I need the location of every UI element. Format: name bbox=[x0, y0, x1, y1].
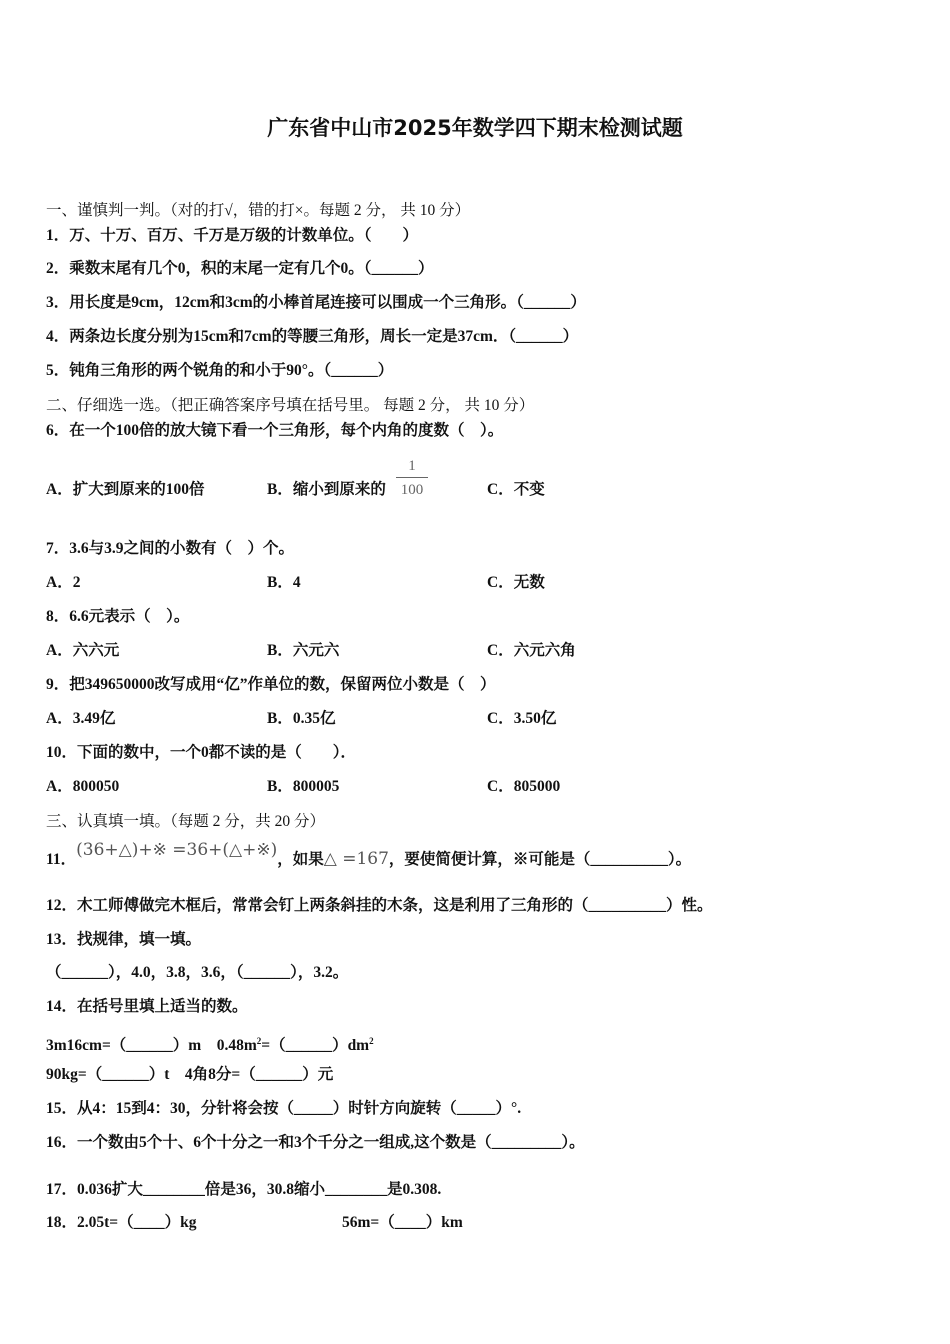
fraction-one-hundredth bbox=[394, 456, 430, 500]
section-1-heading: 一、谨慎判一判。（对的打√，错的打×。每题 2 分， 共 10 分） bbox=[46, 202, 471, 219]
question-18-part-b: 56m=（____）km bbox=[342, 1214, 463, 1231]
fraction-bar bbox=[396, 477, 428, 478]
question-9-option-b: B．0.35亿 bbox=[267, 710, 336, 727]
question-8-option-c: C．六元六角 bbox=[487, 642, 576, 659]
fraction-denominator: 100 bbox=[400, 482, 424, 498]
question-11-mid: ，如果 bbox=[277, 851, 324, 868]
question-7-option-a: A．2 bbox=[46, 574, 81, 591]
page-title: 广东省中山市2025年数学四下期末检测试题 bbox=[267, 116, 683, 140]
question-11-end: ，要使简便计算，※可能是（__________）。 bbox=[388, 851, 692, 868]
question-9-option-c: C．3.50亿 bbox=[487, 710, 557, 727]
question-8: 8．6.6元表示（ ）。 bbox=[46, 608, 190, 625]
question-10-option-b: B．800005 bbox=[267, 778, 340, 795]
question-10-option-a: A．800050 bbox=[46, 778, 120, 795]
question-9-option-a: A．3.49亿 bbox=[46, 710, 116, 727]
question-11-condition: △ =167 bbox=[323, 849, 389, 869]
question-2: 2．乘数末尾有几个0，积的末尾一定有几个0。（______） bbox=[46, 260, 434, 277]
section-3-heading: 三、认真填一填。（每题 2 分，共 20 分） bbox=[46, 813, 326, 830]
question-3: 3．用长度是9cm，12cm和3cm的小棒首尾连接可以围成一个三角形。（______） bbox=[46, 294, 586, 311]
question-7: 7．3.6与3.9之间的小数有（ ）个。 bbox=[46, 540, 295, 557]
question-12: 12．木工师傅做完木框后，常常会钉上两条斜挂的木条，这是利用了三角形的（__________）性。 bbox=[46, 897, 713, 914]
square-superscript: 2 bbox=[256, 1036, 262, 1046]
fraction-numerator: 1 bbox=[408, 458, 416, 474]
question-10: 10．下面的数中，一个0都不读的是（ ）． bbox=[46, 744, 357, 761]
question-13-sequence: （______），4.0，3.8，3.6，（______），3.2。 bbox=[46, 964, 349, 981]
question-13: 13．找规律，填一填。 bbox=[46, 931, 202, 948]
question-16: 16．一个数由5个十、6个十分之一和3个千分之一组成,这个数是（_________）。 bbox=[46, 1134, 585, 1151]
question-11 bbox=[46, 840, 692, 870]
question-6-option-c: C．不变 bbox=[487, 481, 545, 498]
square-superscript: 2 bbox=[369, 1036, 374, 1046]
question-7-option-b: B．4 bbox=[267, 574, 301, 591]
question-18-part-a: 18．2.05t=（____）kg bbox=[46, 1214, 197, 1231]
question-11-formula: (36+△)+※ =36+(△+※) bbox=[76, 840, 278, 860]
question-14-line-1-part-b: =（______）dm bbox=[261, 1037, 370, 1054]
question-14-line-1 bbox=[46, 1031, 374, 1056]
question-17: 17．0.036扩大________倍是36，30.8缩小________是0.308. bbox=[46, 1181, 442, 1198]
question-5: 5．钝角三角形的两个锐角的和小于90°。（______） bbox=[46, 362, 394, 379]
section-2-heading: 二、仔细选一选。（把正确答案序号填在括号里。 每题 2 分， 共 10 分） bbox=[46, 397, 535, 414]
question-1: 1．万、十万、百万、千万是万级的计数单位。（ ） bbox=[46, 227, 419, 244]
question-6-option-a: A．扩大到原来的100倍 bbox=[46, 481, 205, 498]
question-10-option-c: C．805000 bbox=[487, 778, 561, 795]
question-14: 14．在括号里填上适当的数。 bbox=[46, 998, 248, 1015]
question-11-number: 11． bbox=[46, 851, 77, 868]
question-6-option-b: B．缩小到原来的 bbox=[267, 481, 386, 498]
question-8-option-b: B．六元六 bbox=[267, 642, 340, 659]
question-4: 4．两条边长度分别为15cm和7cm的等腰三角形，周长一定是37cm．（______） bbox=[46, 328, 579, 345]
question-14-line-2: 90kg=（______）t 4角8分=（______）元 bbox=[46, 1066, 334, 1083]
question-15: 15．从4：15到4：30，分针将会按（_____）时针方向旋转（_____）°. bbox=[46, 1100, 522, 1117]
question-8-option-a: A．六六元 bbox=[46, 642, 120, 659]
question-6: 6．在一个100倍的放大镜下看一个三角形，每个内角的度数（ ）。 bbox=[46, 422, 504, 439]
question-7-option-c: C．无数 bbox=[487, 574, 545, 591]
question-9: 9．把349650000改写成用“亿”作单位的数，保留两位小数是（ ） bbox=[46, 676, 496, 693]
question-14-line-1-part-a: 3m16cm=（______）m 0.48m bbox=[46, 1037, 257, 1054]
